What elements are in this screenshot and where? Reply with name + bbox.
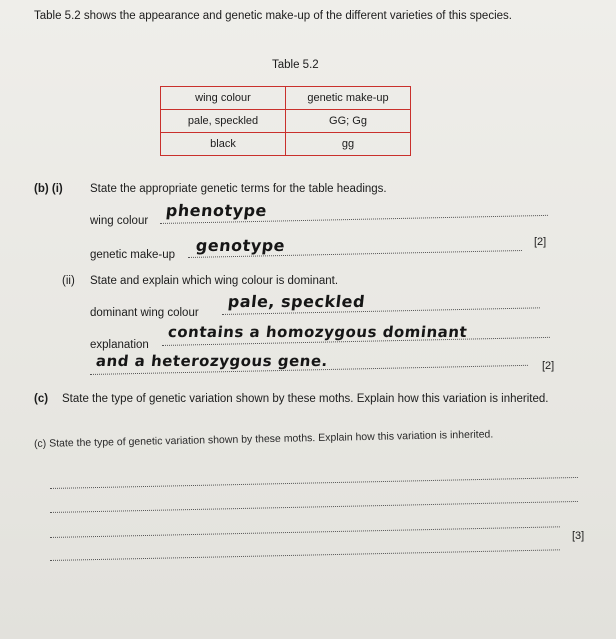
answer-line[interactable]: [50, 477, 578, 489]
genetic-make-up-label: genetic make-up: [90, 249, 176, 261]
cell-wing-colour: black: [161, 133, 286, 156]
question-label-b-ii: (ii): [62, 275, 75, 287]
cell-genetic-make-up: GG; Gg: [286, 110, 411, 133]
dominant-wing-colour-label: dominant wing colour: [90, 307, 199, 319]
marks-c: [3]: [572, 530, 585, 542]
marks-b-ii: [2]: [542, 360, 555, 372]
question-b-ii-text: State and explain which wing colour is dominant.: [90, 275, 339, 287]
answer-line[interactable]: [50, 526, 560, 538]
explanation-label: explanation: [90, 339, 149, 351]
cell-genetic-make-up: gg: [286, 133, 411, 156]
question-b-i-text: State the appropriate genetic terms for the table headings.: [90, 183, 387, 195]
header-wing-colour: wing colour: [161, 87, 286, 110]
wing-colour-label: wing colour: [90, 215, 149, 227]
table-row: [161, 110, 411, 133]
question-c-text-duplicate: (c) State the type of genetic variation shown by these moths. Explain how this variation is inherited.: [33, 428, 494, 450]
table-row: [161, 133, 411, 156]
handwritten-answer-pale-speckled: pale, speckled: [227, 292, 366, 311]
header-genetic-make-up: genetic make-up: [286, 87, 411, 110]
answer-line[interactable]: [50, 501, 578, 513]
handwritten-explanation-line-1: contains a homozygous dominant: [167, 323, 469, 341]
answer-line[interactable]: [50, 549, 560, 561]
intro-text: Table 5.2 shows the appearance and genetic make-up of the different varieties of this species.: [34, 10, 512, 22]
table-header-row: [161, 87, 411, 110]
table-caption: Table 5.2: [272, 59, 319, 71]
question-label-c: (c): [34, 393, 49, 405]
question-label-b-i: (b) (i): [34, 183, 63, 195]
handwritten-answer-genotype: genotype: [195, 236, 287, 255]
handwritten-answer-phenotype: phenotype: [165, 201, 268, 220]
marks-b-i: [2]: [534, 236, 547, 248]
genetics-table: [160, 86, 411, 156]
question-c-text: State the type of genetic variation shown by these moths. Explain how this variation is inherited.: [62, 393, 549, 405]
handwritten-explanation-line-2: and a heterozygous gene.: [95, 352, 329, 370]
cell-wing-colour: pale, speckled: [161, 110, 286, 133]
